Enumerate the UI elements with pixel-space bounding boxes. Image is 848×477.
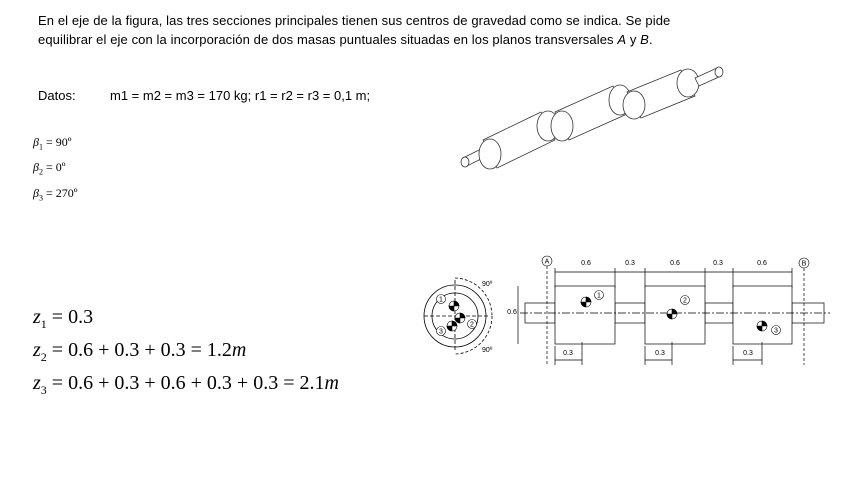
dim-top-5: 0.6 bbox=[757, 260, 767, 267]
beta-3: $\beta_3$ = 270º bbox=[33, 185, 78, 203]
data-label: Datos: bbox=[38, 88, 76, 103]
dim-top-4: 0.3 bbox=[713, 260, 723, 267]
dim-top-2: 0.3 bbox=[625, 260, 635, 267]
angle-label-top: 90º bbox=[482, 281, 493, 288]
mass-label-3: 3 bbox=[774, 327, 778, 335]
dim-bottom-3: 0.3 bbox=[743, 350, 753, 357]
z-equation-1: $z_1 = 0.3$ bbox=[33, 306, 94, 331]
end-view-label-3: 3 bbox=[439, 328, 443, 336]
beta-2: $\beta_2$ = 0º bbox=[33, 160, 66, 177]
angle-label-bottom: 90º bbox=[482, 347, 493, 354]
problem-statement: En el eje de la figura, las tres secciones principales tienen sus centros de gravedad como se indica. Se pide equilibrar el eje con la incorporación de dos masas puntuales situadas en los planos transversales A y B. bbox=[38, 13, 671, 47]
data-values: m1 = m2 = m3 = 170 kg; r1 = r2 = r3 = 0,1 m; bbox=[110, 88, 371, 103]
dim-top-3: 0.6 bbox=[670, 260, 680, 267]
shaft-isometric-drawing bbox=[455, 78, 740, 178]
plane-a-ref: A bbox=[617, 32, 627, 47]
z-equation-2: $z_2 = 0.6 + 0.3 + 0.3 = 1.2m$ bbox=[33, 339, 247, 364]
dim-bottom-2: 0.3 bbox=[655, 350, 665, 357]
dim-top-1: 0.6 bbox=[581, 260, 591, 267]
beta-1: $\beta_1$ = 90º bbox=[33, 135, 72, 152]
plane-a-marker: A bbox=[544, 258, 550, 266]
mass-label-2: 2 bbox=[683, 297, 687, 305]
data-line bbox=[38, 88, 371, 103]
z-equations bbox=[33, 304, 339, 403]
end-view-label-1: 1 bbox=[439, 296, 443, 304]
z-equation-3: $z_3 = 0.6 + 0.3 + 0.6 + 0.3 + 0.3 = 2.1m$ bbox=[33, 372, 339, 397]
diameter-label: 0.6 bbox=[507, 309, 517, 316]
end-view-label-2: 2 bbox=[470, 321, 474, 329]
shaft-end-view bbox=[420, 268, 500, 378]
mass-label-1: 1 bbox=[597, 292, 601, 300]
dim-bottom-1: 0.3 bbox=[563, 350, 573, 357]
shaft-side-view bbox=[500, 250, 830, 375]
plane-b-marker: B bbox=[801, 260, 807, 268]
plane-b-ref: B bbox=[640, 32, 649, 47]
beta-angles bbox=[33, 132, 77, 208]
